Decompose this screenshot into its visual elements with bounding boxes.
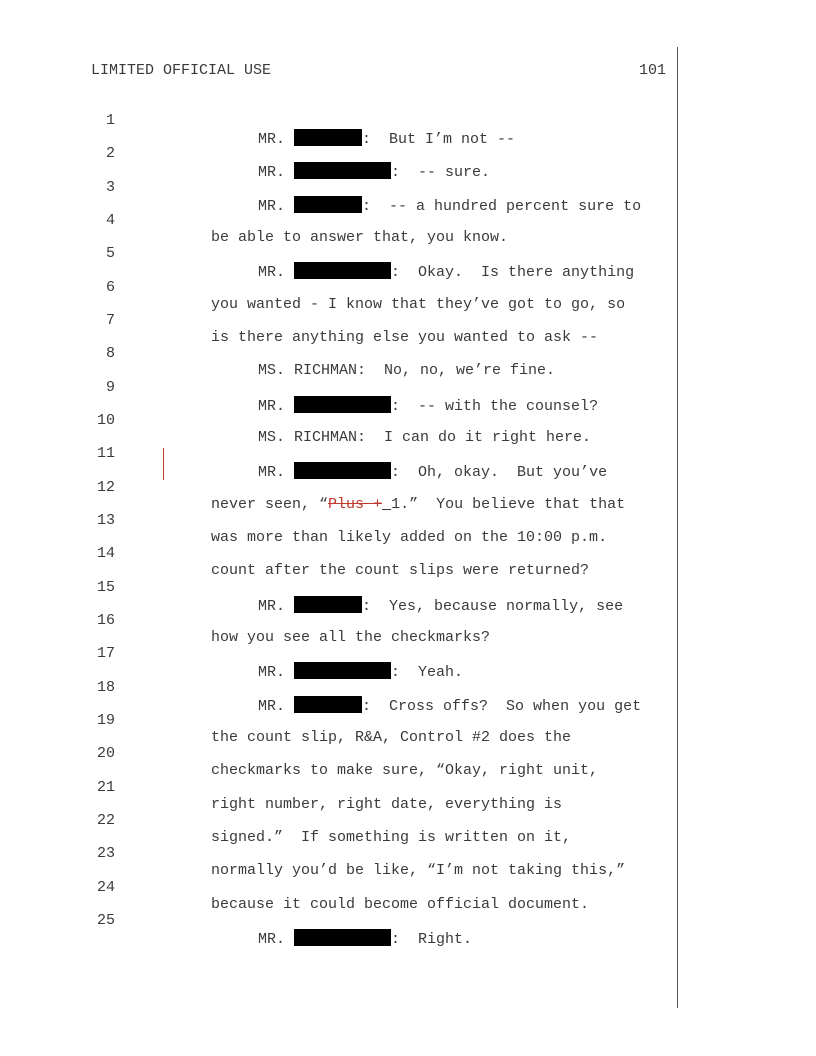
transcript-line [0,362,680,415]
transcript-line [0,528,680,579]
transcript-line [0,595,680,646]
speaker-prefix: MR. [258,931,286,948]
transcript-line [0,862,680,913]
transcript-line [0,462,680,513]
line-number: 1 [105,112,115,129]
speech-text: : Yeah. [391,664,464,681]
speaker-prefix: MR. [258,664,286,681]
transcript-line [0,795,680,846]
line-text: you wanted - I know that they’ve got to go, so [211,296,626,313]
line-text: count after the count slips were returned? [211,562,590,579]
line-text: normally you’d be like, “I’m not taking this,” [211,862,626,879]
line-number: 25 [96,912,115,929]
line-text: is there anything else you wanted to ask -- [211,329,599,346]
line-number: 4 [105,212,115,229]
speech-text: : Okay. Is there anything [391,264,635,281]
line-number: 22 [96,812,115,829]
transcript-line [0,895,680,948]
line-number: 11 [96,445,115,462]
line-number: 18 [96,679,115,696]
speaker-prefix: MR. [258,464,286,481]
line-number: 8 [105,345,115,362]
page-header-left: LIMITED OFFICIAL USE [91,62,272,79]
transcript-line [0,95,680,148]
line-text: checkmarks to make sure, “Okay, right unit, [211,762,599,779]
transcript-line [0,762,680,813]
transcript-line [0,395,680,446]
redaction-box [294,929,391,946]
transcript-line [0,162,680,215]
line-number: 16 [96,612,115,629]
speech-text: : -- with the counsel? [391,398,599,415]
transcript-line [0,662,680,715]
transcript-line [0,428,680,481]
line-text: how you see all the checkmarks? [211,629,491,646]
transcript-line [0,262,680,313]
line-text: signed.” If something is written on it, [211,829,572,846]
line-number: 19 [96,712,115,729]
speech-text: : Right. [391,931,473,948]
deleted-text: Plus + [328,496,383,513]
line-number: 23 [96,845,115,862]
line-number: 12 [96,479,115,496]
speaker-prefix: MR. [258,164,286,181]
speaker-prefix: MR. [258,131,286,148]
speech-text: : Cross offs? So when you get [362,698,642,715]
transcript-line [0,228,680,281]
line-text: MS. RICHMAN: No, no, we’re fine. [258,362,556,379]
transcript-line [0,128,680,181]
transcript-line [0,695,680,746]
line-text: MS. RICHMAN: I can do it right here. [258,429,592,446]
line-number: 10 [96,412,115,429]
transcript-line [0,828,680,879]
line-text: because it could become official document. [211,896,590,913]
line-text [258,929,472,948]
speaker-prefix: MR. [258,198,286,215]
transcript-line [0,728,680,779]
speech-text: : Yes, because normally, see [362,598,624,615]
transcript-line [0,628,680,681]
transcript-line [0,295,680,346]
line-text: be able to answer that, you know. [211,229,509,246]
line-number: 3 [105,179,115,196]
speaker-prefix: MR. [258,598,286,615]
line-text: right number, right date, everything is [211,796,563,813]
transcript-line [0,328,680,379]
line-number: 24 [96,879,115,896]
text-after-revision: 1.” You believe that that [391,496,626,513]
speech-text: : -- a hundred percent sure to [362,198,642,215]
transcript-line [0,195,680,246]
transcript-line [0,562,680,615]
line-number: 13 [96,512,115,529]
line-number: 6 [105,279,115,296]
transcript-line [0,495,680,546]
line-text: the count slip, R&A, Control #2 does the [211,729,572,746]
line-number: 7 [105,312,115,329]
line-number: 5 [105,245,115,262]
line-number: 17 [96,645,115,662]
speaker-prefix: MR. [258,698,286,715]
line-number: 2 [105,145,115,162]
line-text: was more than likely added on the 10:00 p.m. [211,529,608,546]
page-number: 101 [638,62,666,79]
line-number: 20 [96,745,115,762]
speech-text: : Oh, okay. But you’ve [391,464,608,481]
speech-text: : But I’m not -- [362,131,516,148]
line-number: 15 [96,579,115,596]
line-number: 21 [96,779,115,796]
line-number: 14 [96,545,115,562]
speaker-prefix: MR. [258,398,286,415]
text-before-revision: never seen, “ [211,496,329,513]
speaker-prefix: MR. [258,264,286,281]
line-number: 9 [105,379,115,396]
speech-text: : -- sure. [391,164,491,181]
